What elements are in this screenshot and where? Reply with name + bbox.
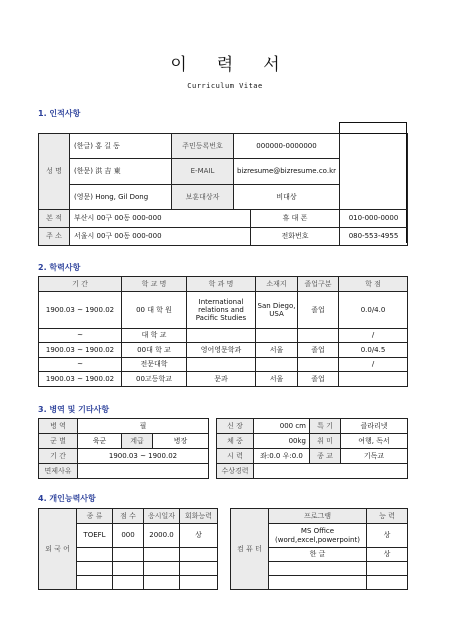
address-label: 주 소 [39, 228, 70, 246]
edu-gpa: / [339, 329, 408, 343]
edu-major: 문과 [187, 372, 256, 387]
name-label: 성 명 [39, 134, 70, 210]
phone-value: 080-553-4955 [340, 228, 408, 246]
edu-status: 졸업 [298, 372, 339, 387]
rank-label: 계급 [122, 434, 153, 449]
edu-location: San Diego, USA [256, 292, 298, 329]
domicile-label: 본 적 [39, 210, 70, 228]
special-label: 특 기 [310, 419, 341, 434]
edu-period: 1900.03 ~ 1900.02 [39, 343, 122, 358]
edu-header: 소재지 [256, 277, 298, 292]
edu-school: 00 대 학 원 [122, 292, 187, 329]
vision-value: 좌:0.0 우:0.0 [254, 449, 310, 464]
edu-header: 학 교 명 [122, 277, 187, 292]
section-title-personal: 1. 인적사항 [38, 109, 81, 118]
computer-label: 컴 퓨 터 [231, 509, 269, 590]
edu-header: 기 간 [39, 277, 122, 292]
edu-major: 영어영문학과 [187, 343, 256, 358]
weight-value: 00kg [254, 434, 310, 449]
phone-label: 전화번호 [281, 232, 309, 240]
lang-type: TOEFL [77, 524, 113, 548]
table-row [39, 372, 408, 387]
exempt-value [78, 464, 209, 479]
edu-period: ~ [39, 358, 122, 372]
table-row [39, 343, 408, 358]
email-label: E-MAIL [172, 159, 234, 185]
table-row [39, 292, 408, 329]
vision-label: 시 력 [217, 449, 254, 464]
language-label: 외 국 어 [39, 509, 77, 590]
edu-period: 1900.03 ~ 1900.02 [39, 292, 122, 329]
service-period-label: 기 간 [39, 449, 78, 464]
religion-value: 기독교 [341, 449, 408, 464]
education-table [38, 276, 408, 387]
edu-gpa [339, 372, 408, 387]
section-title-education: 2. 학력사항 [38, 263, 81, 272]
edu-gpa: 0.0/4.5 [339, 343, 408, 358]
edu-status [298, 329, 339, 343]
comp-level: 상 [367, 548, 408, 562]
edu-period: ~ [39, 329, 122, 343]
personal-table [38, 133, 408, 246]
edu-gpa: 0.0/4.0 [339, 292, 408, 329]
edu-status [298, 358, 339, 372]
military-type-label: 병 역 [39, 419, 78, 434]
protect-value: 비대상 [234, 185, 340, 210]
rank-value: 병장 [153, 434, 209, 449]
edu-location [256, 329, 298, 343]
hobby-label: 취 미 [310, 434, 341, 449]
table-row [39, 358, 408, 372]
comp-program: MS Office (word,excel,powerpoint) [269, 524, 367, 548]
edu-location: 서울 [256, 372, 298, 387]
comp-level: 상 [367, 524, 408, 548]
language-table [38, 508, 218, 590]
protect-label: 보훈대상자 [172, 185, 234, 210]
lang-header: 종 류 [77, 509, 113, 524]
edu-school: 전문대학 [122, 358, 187, 372]
comp-header: 능 력 [367, 509, 408, 524]
section-title-military: 3. 병역 및 기타사항 [38, 405, 110, 414]
special-value: 클라리넷 [341, 419, 408, 434]
edu-header: 학 점 [339, 277, 408, 292]
domicile-value: 부산시 00구 00동 000-000 [70, 210, 340, 228]
mobile-value: 010-000-0000 [340, 210, 408, 228]
section-title-skills: 4. 개인능력사항 [38, 494, 96, 503]
name-english: (영문) Hong, Gil Dong [70, 185, 172, 210]
edu-location [256, 358, 298, 372]
lang-header: 점 수 [113, 509, 144, 524]
edu-major [187, 329, 256, 343]
edu-header: 학 과 명 [187, 277, 256, 292]
edu-gpa: / [339, 358, 408, 372]
exempt-label: 면제사유 [39, 464, 78, 479]
comp-program: 한 글 [269, 548, 367, 562]
other-table [216, 418, 408, 479]
address-value: 서울시 00구 00동 000-000 [70, 228, 340, 246]
edu-major [187, 358, 256, 372]
lang-score: 000 [113, 524, 144, 548]
branch-label: 군 별 [39, 434, 78, 449]
religion-label: 종 교 [310, 449, 341, 464]
weight-label: 체 중 [217, 434, 254, 449]
service-period-value: 1900.03 ~ 1900.02 [78, 449, 209, 464]
id-value: 000000-0000000 [234, 134, 340, 159]
hobby-value: 여행, 독서 [341, 434, 408, 449]
lang-date: 2000.0 [144, 524, 180, 548]
military-table [38, 418, 209, 479]
email-value: bizresume@bizresume.co.kr [234, 159, 340, 185]
edu-header: 졸업구분 [298, 277, 339, 292]
edu-status: 졸업 [298, 292, 339, 329]
mobile-label: 휴 대 폰 [282, 214, 308, 222]
edu-period: 1900.03 ~ 1900.02 [39, 372, 122, 387]
military-type-value: 필 [78, 419, 209, 434]
id-label: 주민등록번호 [172, 134, 234, 159]
award-value [254, 464, 408, 479]
edu-school: 00고등학교 [122, 372, 187, 387]
edu-status: 졸업 [298, 343, 339, 358]
comp-header: 프로그램 [269, 509, 367, 524]
name-korean: (한글) 홍 길 동 [70, 134, 172, 159]
height-value: 000 cm [254, 419, 310, 434]
lang-header: 회화능력 [180, 509, 218, 524]
computer-table [230, 508, 408, 590]
edu-school: 대 학 교 [122, 329, 187, 343]
award-label: 수상경력 [217, 464, 254, 479]
edu-major: International relations and Pacific Studies [187, 292, 256, 329]
lang-header: 응시일자 [144, 509, 180, 524]
table-row [39, 329, 408, 343]
branch-value: 육군 [78, 434, 122, 449]
lang-level: 상 [180, 524, 218, 548]
edu-school: 00대 학 교 [122, 343, 187, 358]
page-title: 이력서 [170, 55, 310, 75]
height-label: 신 장 [217, 419, 254, 434]
name-hanja: (한문) 洪 吉 東 [70, 159, 172, 185]
page-subtitle: Curriculum Vitae [187, 82, 263, 90]
edu-location: 서울 [256, 343, 298, 358]
